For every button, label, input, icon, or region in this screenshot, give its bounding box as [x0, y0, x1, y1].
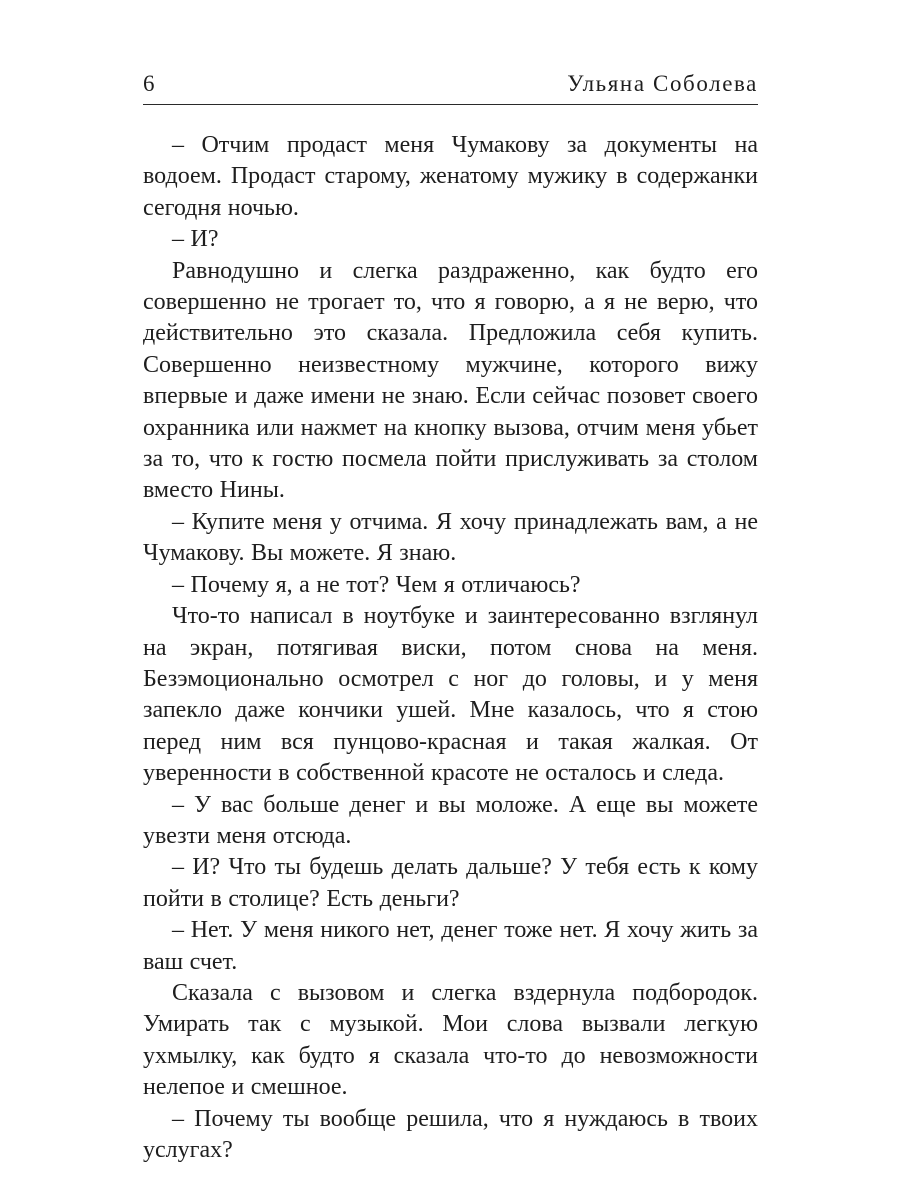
paragraph: – У вас больше денег и вы моложе. А еще вы можете увезти меня отсюда.	[143, 791, 758, 849]
paragraph: – Почему я, а не тот? Чем я отличаюсь?	[172, 571, 581, 598]
paragraph: Равнодушно и слегка раздраженно, как будто его совершенно не трогает то, что я говорю, а я не верю, что действительно это сказала. Предложила себя купить. Совершенно неизвестному мужчине, которого вижу впервые и даже имени не знаю. Если сейчас позовет своего охранника или нажмет на кнопку вызова, отчим меня убьет за то, что к гостю посмела пойти прислуживать за столом вместо Нины.	[143, 257, 758, 504]
paragraph: Сказала с вызовом и слегка вздернула подбородок. Умирать так с музыкой. Мои слова вызвали легкую ухмылку, как будто я сказала что-то до невозможности нелепое и смешное.	[143, 979, 758, 1101]
paragraph: – Отчим продаст меня Чумакову за документы на водоем. Продаст старому, женатому мужику в содержанки сегодня ночью.	[143, 132, 758, 221]
author-name: Ульяна Соболева	[567, 71, 758, 96]
paragraph: – Почему ты вообще решила, что я нуждаюсь в твоих услугах?	[143, 1105, 758, 1163]
paragraph: Что-то написал в ноутбуке и заинтересованно взглянул на экран, потягивая виски, потом снова на меня. Безэмоционально осмотрел с ног до головы, и у меня запекло даже кончики ушей. Мне казалось, что я стою перед ним вся пунцово-красная и такая жалкая. От уверенности в собственной красоте не осталось и следа.	[143, 603, 758, 787]
paragraph: – И?	[172, 226, 219, 253]
page-number: 6	[143, 71, 155, 96]
paragraph: – И? Что ты будешь делать дальше? У тебя есть к кому пойти в столице? Есть деньги?	[143, 854, 758, 912]
paragraph: – Купите меня у отчима. Я хочу принадлежать вам, а не Чумакову. Вы можете. Я знаю.	[143, 508, 758, 567]
paragraph: – Нет. У меня никого нет, денег тоже нет. Я хочу жить за ваш счет.	[143, 917, 758, 975]
running-header	[143, 70, 758, 105]
text-body	[143, 130, 758, 1166]
